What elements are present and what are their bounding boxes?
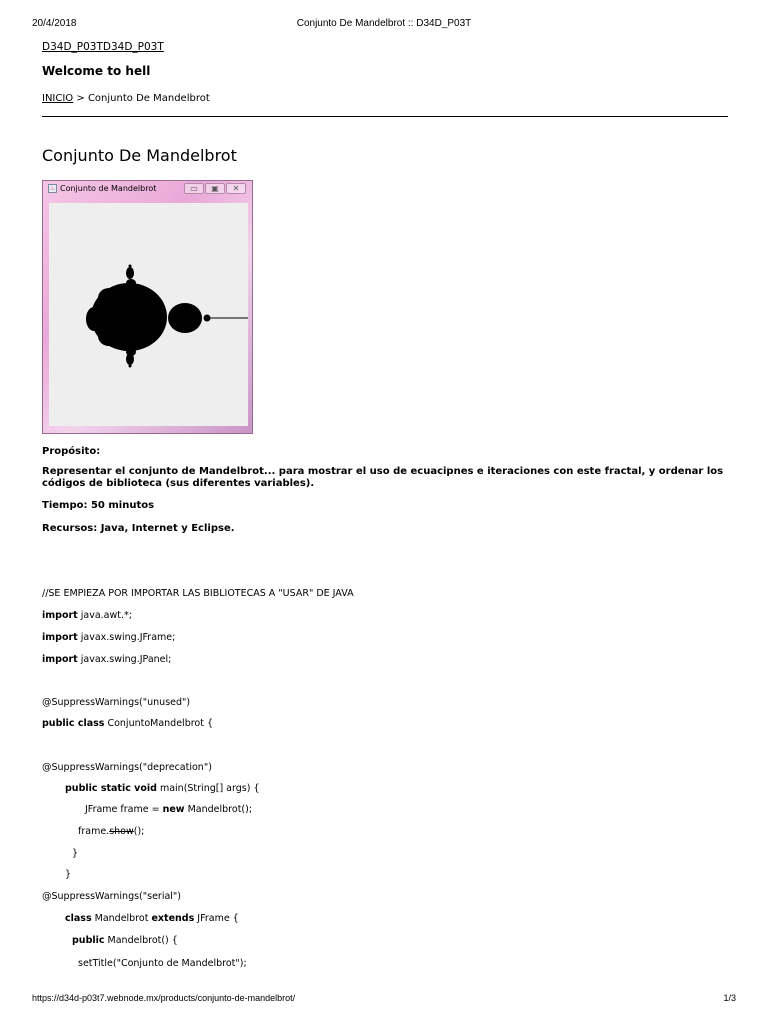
print-url: https://d34d-p03t7.webnode.mx/products/conjunto-de-mandelbrot/ [32, 993, 296, 1003]
page-number: 1/3 [723, 993, 736, 1003]
code-line: setTitle("Conjunto de Mandelbrot"); [78, 958, 247, 969]
code-line: JFrame frame = new Mandelbrot(); [85, 804, 253, 815]
code-line: } [72, 848, 79, 859]
page-title: Conjunto De Mandelbrot [42, 146, 237, 165]
header-divider [42, 116, 728, 117]
resources-text: Recursos: Java, Internet y Eclipse. [42, 523, 235, 534]
code-line: } [65, 869, 72, 880]
window-title-bar [48, 184, 156, 193]
window-canvas [49, 203, 248, 426]
window-title: Conjunto de Mandelbrot [60, 184, 157, 193]
close-icon: ✕ [226, 183, 246, 194]
site-name-link[interactable]: D34D_P03TD34D_P03T [42, 41, 164, 53]
code-line: public static void main(String[] args) { [65, 783, 260, 794]
time-text: Tiempo: 50 minutos [42, 500, 155, 511]
print-date: 20/4/2018 [32, 18, 77, 29]
minimize-icon: ▭ [184, 183, 204, 194]
purpose-text: Representar el conjunto de Mandelbrot... para mostrar el uso de ecuacipnes e iteraciones con este fractal, y ordenar los códigos de biblioteca (sus diferentes variables). [42, 466, 724, 489]
breadcrumb-current: Conjunto De Mandelbrot [87, 93, 210, 104]
code-line: public class ConjuntoMandelbrot { [42, 718, 214, 729]
code-line: import javax.swing.JPanel; [42, 654, 172, 665]
breadcrumb-separator: > [76, 93, 85, 104]
breadcrumb-home-link[interactable]: INICIO [42, 93, 74, 104]
code-line: class Mandelbrot extends JFrame { [65, 913, 239, 924]
code-line: @SuppressWarnings("unused") [42, 697, 191, 708]
code-line: @SuppressWarnings("deprecation") [42, 762, 212, 773]
code-line: @SuppressWarnings("serial") [42, 891, 182, 902]
window-controls [184, 183, 246, 194]
period2-bulb [168, 303, 202, 333]
bottom-bulb [126, 353, 134, 365]
maximize-icon: ▣ [205, 183, 225, 194]
code-comment: //SE EMPIEZA POR IMPORTAR LAS BIBLIOTECAS A "USAR" DE JAVA [42, 588, 354, 599]
code-line: frame.show(); [78, 826, 145, 837]
breadcrumb [42, 93, 210, 104]
purpose-label: Propósito: [42, 446, 101, 457]
top-bulb [126, 267, 134, 279]
code-line: import javax.swing.JFrame; [42, 632, 176, 643]
mandelbrot-window-screenshot [42, 180, 253, 434]
code-line: public Mandelbrot() { [72, 935, 178, 946]
java-app-icon: ♨ [49, 185, 56, 192]
mandelbrot-fractal [49, 203, 248, 426]
site-tagline: Welcome to hell [42, 64, 151, 78]
print-title: Conjunto De Mandelbrot :: D34D_P03T [296, 18, 472, 29]
code-line: import java.awt.*; [42, 610, 132, 621]
